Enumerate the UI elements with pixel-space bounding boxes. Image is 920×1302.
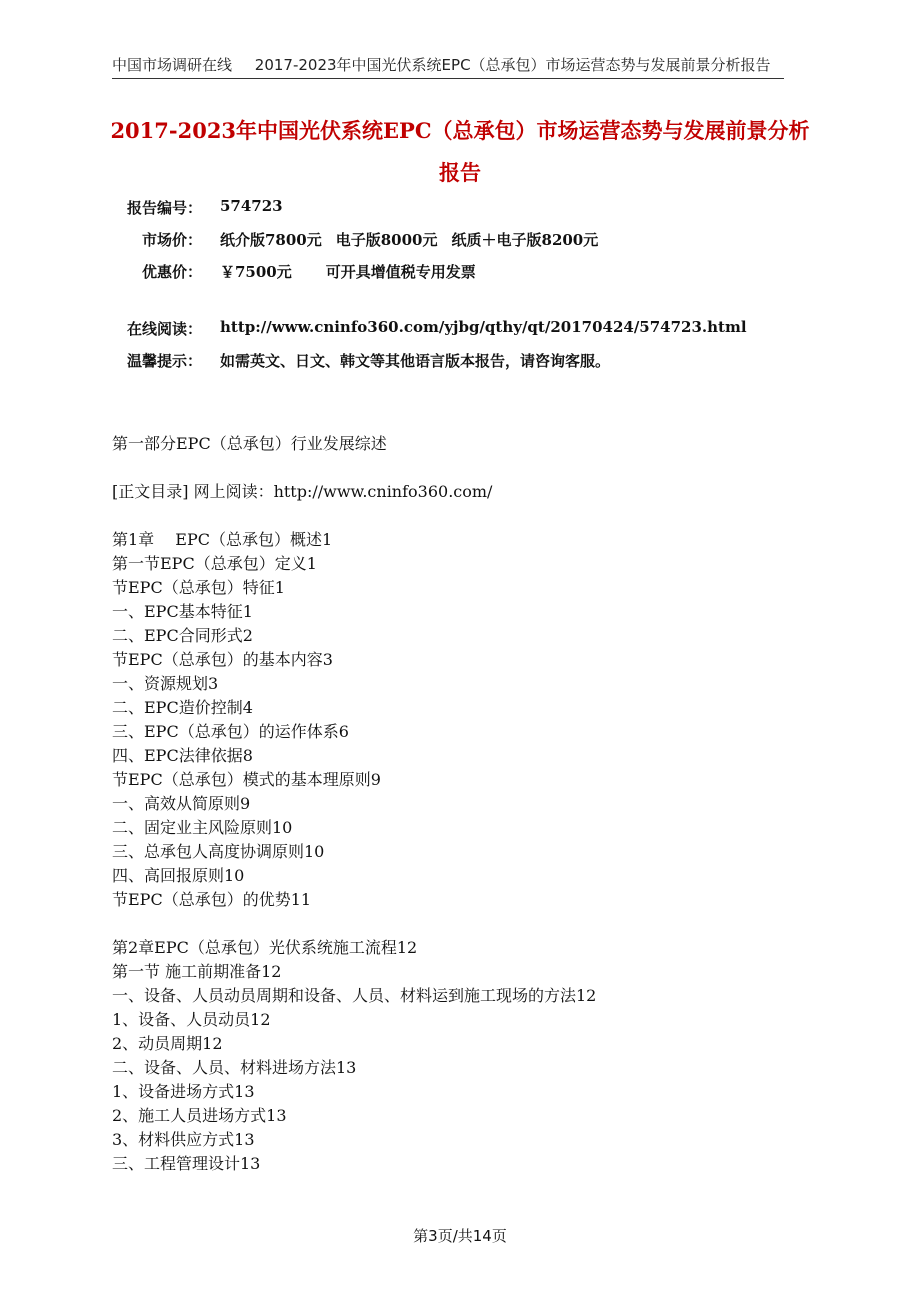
toc-entry: 二、设备、人员、材料进场方法13	[112, 1058, 357, 1077]
toc-part-heading: 第一部分EPC（总承包）行业发展综述	[112, 434, 387, 453]
price-values	[220, 229, 598, 250]
header-report-title: 2017-2023年中国光伏系统EPC（总承包）市场运营态势与发展前景分析报告	[254, 56, 771, 74]
report-title-line-1: 2017-2023年中国光伏系统EPC（总承包）市场运营态势与发展前景分析	[110, 118, 810, 143]
header-site-name: 中国市场调研在线	[112, 56, 233, 74]
toc-entry: 节EPC（总承包）特征1	[112, 578, 285, 597]
toc-entry: 三、工程管理设计13	[112, 1154, 261, 1173]
toc-entry: 二、EPC造价控制4	[112, 698, 253, 717]
discount-label: 优惠价：	[141, 263, 202, 281]
discount-values	[220, 261, 476, 282]
report-title-line-2: 报告	[439, 160, 481, 185]
toc-entry: 四、高回报原则10	[112, 866, 245, 885]
toc-entry: 节EPC（总承包）的基本内容3	[112, 650, 333, 669]
toc-entry: 四、EPC法律依据8	[112, 746, 253, 765]
toc-entry: 三、总承包人高度协调原则10	[112, 842, 325, 861]
toc-entry: 一、设备、人员动员周期和设备、人员、材料运到施工现场的方法12	[112, 986, 597, 1005]
toc-entry: 1、设备、人员动员12	[112, 1010, 271, 1029]
price-label: 市场价：	[141, 231, 202, 249]
online-url-link[interactable]: http://www.cninfo360.com/yjbg/qthy/qt/20170424/574723.html	[220, 318, 747, 336]
toc-entry: 二、EPC合同形式2	[112, 626, 253, 645]
page-header	[112, 54, 784, 79]
toc-entry: 节EPC（总承包）的优势11	[112, 890, 312, 909]
table-of-contents	[112, 432, 596, 1176]
toc-entry: 一、资源规划3	[112, 674, 219, 693]
toc-entry: 三、EPC（总承包）的运作体系6	[112, 722, 349, 741]
toc-entry: 第2章EPC（总承包）光伏系统施工流程12	[112, 938, 418, 957]
toc-entry: 第一节 施工前期准备12	[112, 962, 282, 981]
discount-value: ￥7500元	[220, 263, 292, 281]
toc-chapter-1	[112, 528, 596, 912]
online-label: 在线阅读：	[126, 320, 202, 338]
price-both: 纸质＋电子版8200元	[451, 231, 599, 249]
invoice-note: 可开具增值税专用发票	[325, 263, 476, 281]
toc-entry: 节EPC（总承包）模式的基本理原则9	[112, 770, 381, 789]
toc-entry: 一、高效从简原则9	[112, 794, 251, 813]
toc-entry: 1、设备进场方式13	[112, 1082, 255, 1101]
tip-label: 温馨提示：	[126, 352, 202, 370]
toc-entry: 第一节EPC（总承包）定义1	[112, 554, 317, 573]
price-electronic: 电子版8000元	[335, 231, 438, 249]
toc-entry: 3、材料供应方式13	[112, 1130, 255, 1149]
toc-entry: 二、固定业主风险原则10	[112, 818, 293, 837]
report-title	[100, 110, 820, 194]
code-value: 574723	[220, 197, 283, 215]
page-footer: 第3页/共14页	[413, 1227, 507, 1245]
tip-value: 如需英文、日文、韩文等其他语言版本报告，请咨询客服。	[220, 352, 611, 370]
toc-entry: 2、施工人员进场方式13	[112, 1106, 287, 1125]
toc-online-link[interactable]: [正文目录] 网上阅读：http://www.cninfo360.com/	[112, 482, 493, 501]
price-paper: 纸介版7800元	[220, 231, 322, 249]
code-label: 报告编号：	[126, 199, 202, 217]
toc-chapter-2	[112, 936, 596, 1176]
toc-entry: 一、EPC基本特征1	[112, 602, 253, 621]
toc-entry: 2、动员周期12	[112, 1034, 223, 1053]
toc-entry: 第1章 EPC（总承包）概述1	[112, 530, 333, 549]
